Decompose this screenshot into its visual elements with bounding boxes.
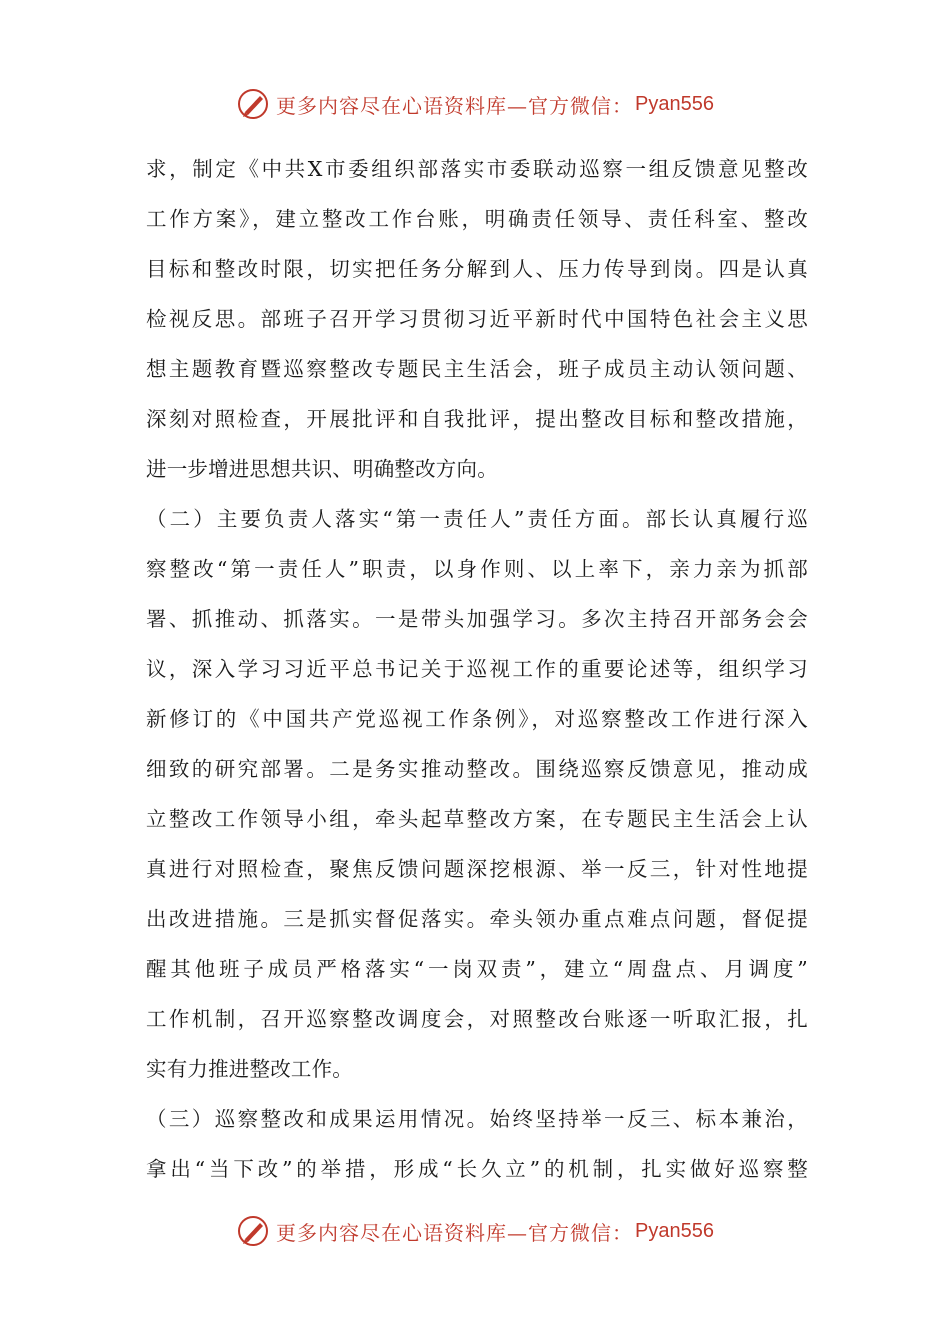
pen-logo-icon xyxy=(236,1214,270,1248)
text-line: 署、抓推动、抓落实。一是带头加强学习。多次主持召开部务会会 xyxy=(146,607,808,631)
banner-text: 更多内容尽在心语资料库—官方微信： xyxy=(276,1220,634,1245)
text-line: 出改进措施。三是抓实督促落实。牵头领办重点难点问题，督促提 xyxy=(146,907,808,931)
pen-logo-icon xyxy=(236,87,270,121)
text-line: 察整改“第一责任人”职责，以身作则、以上率下，亲力亲为抓部 xyxy=(146,557,808,581)
text-line: 实有力推进整改工作。 xyxy=(146,1057,353,1081)
text-line: 新修订的《中国共产党巡视工作条例》，对巡察整改工作进行深入 xyxy=(146,707,808,731)
text-line: （二）主要负责人落实“第一责任人”责任方面。部长认真履行巡 xyxy=(146,507,808,531)
text-line: 立整改工作领导小组，牵头起草整改方案，在专题民主生活会上认 xyxy=(146,807,808,831)
banner-text: 更多内容尽在心语资料库—官方微信： xyxy=(276,93,634,118)
text-line: 进一步增进思想共识、明确整改方向。 xyxy=(146,457,498,481)
text-line: 检视反思。部班子召开学习贯彻习近平新时代中国特色社会主义思 xyxy=(146,307,808,331)
text-line: 想主题教育暨巡察整改专题民主生活会，班子成员主动认领问题、 xyxy=(146,357,808,381)
text-line: 求，制定《中共X市委组织部落实市委联动巡察一组反馈意见整改 xyxy=(146,157,808,181)
text-line: 真进行对照检查，聚焦反馈问题深挖根源、举一反三，针对性地提 xyxy=(146,857,808,881)
text-line: 工作方案》，建立整改工作台账，明确责任领导、责任科室、整改 xyxy=(146,207,808,231)
text-line: 工作机制，召开巡察整改调度会，对照整改台账逐一听取汇报，扎 xyxy=(146,1007,808,1031)
text-line: （三）巡察整改和成果运用情况。始终坚持举一反三、标本兼治， xyxy=(146,1107,808,1131)
banner-wechat-id: Pyan556 xyxy=(635,1219,714,1242)
text-line: 醒其他班子成员严格落实“一岗双责”，建立“周盘点、月调度” xyxy=(146,957,808,981)
text-line: 拿出“当下改”的举措，形成“长久立”的机制，扎实做好巡察整 xyxy=(146,1157,808,1181)
text-line: 目标和整改时限，切实把任务分解到人、压力传导到岗。四是认真 xyxy=(146,257,808,281)
text-line: 议，深入学习习近平总书记关于巡视工作的重要论述等，组织学习 xyxy=(146,657,808,681)
header-banner xyxy=(0,84,950,124)
text-line: 深刻对照检查，开展批评和自我批评，提出整改目标和整改措施， xyxy=(146,407,808,431)
document-body xyxy=(146,144,808,1194)
banner-wechat-id: Pyan556 xyxy=(635,92,714,115)
text-line: 细致的研究部署。二是务实推动整改。围绕巡察反馈意见，推动成 xyxy=(146,757,808,781)
footer-banner xyxy=(0,1211,950,1251)
